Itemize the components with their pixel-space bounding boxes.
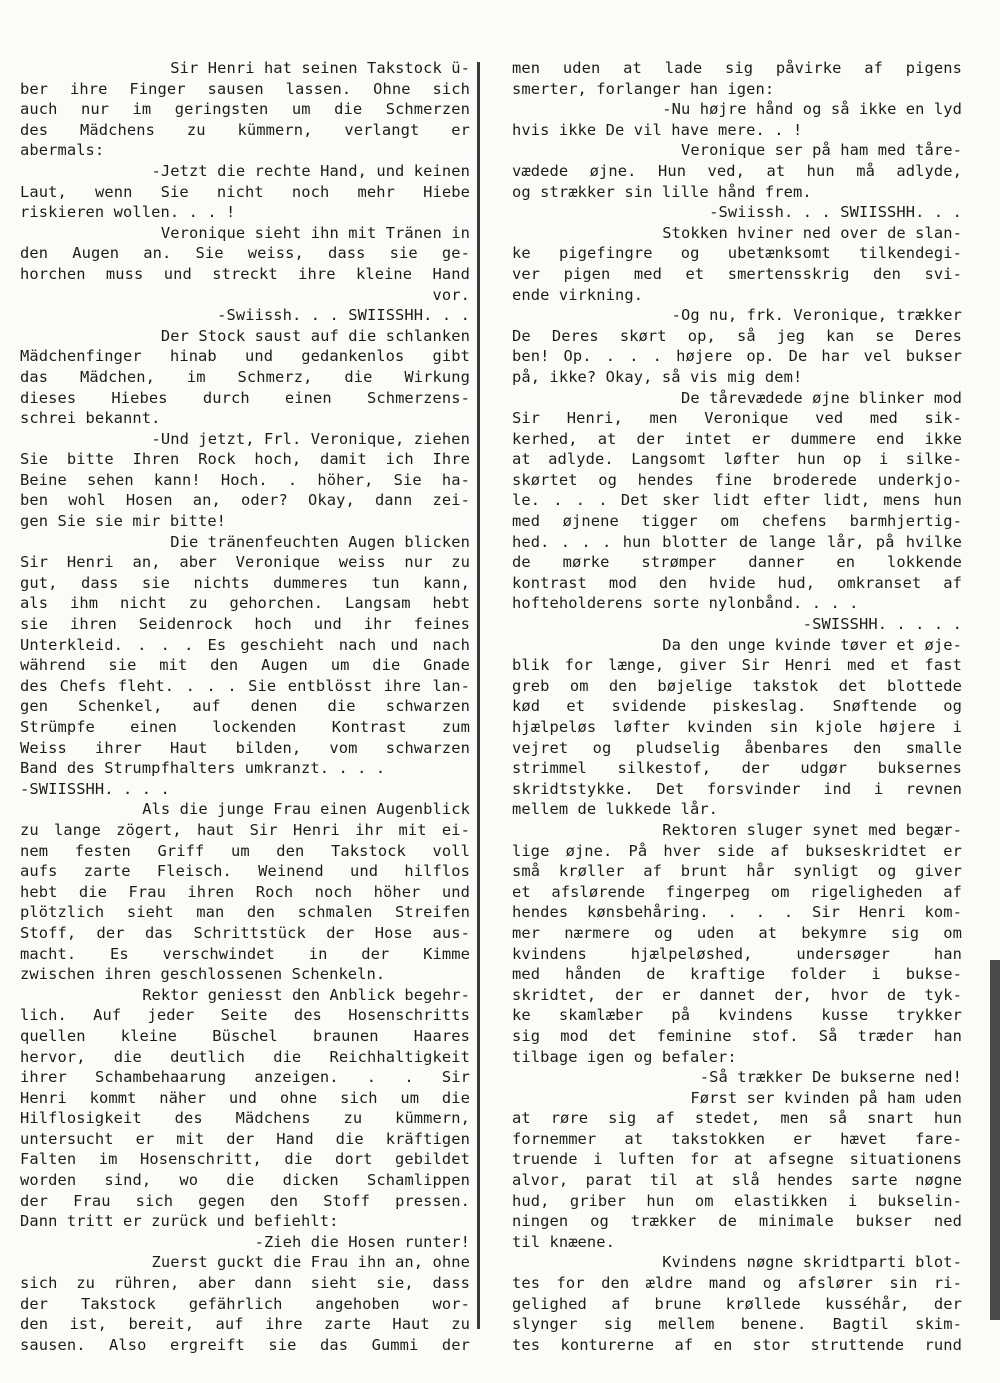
german-text-line: plötzlich sieht man den schmalen Streifen: [20, 903, 470, 922]
danish-text-line: gelighed af brune krøllede kusséhår, der: [512, 1294, 962, 1313]
german-text-line: Band des Strumpfhalters umkranzt. . . .: [20, 759, 386, 778]
danish-text-line: kerhed, at der intet er dummere end ikke: [512, 429, 962, 448]
german-text-line: Sie bitte Ihren Rock hoch, damit ich Ihre: [20, 450, 470, 469]
danish-text-line: vædede øjne. Hun ved, at hun må adlyde,: [512, 161, 962, 180]
german-text-line: Sir Henri hat seinen Takstock ü-: [170, 59, 470, 77]
german-text-line: -Jetzt die rechte Hand, und keinen: [151, 161, 470, 180]
german-text-line: sie ihren Seidenrock hoch und ihr feines: [20, 615, 470, 634]
danish-text-line: små krøller af brunt hår synligt og giver: [512, 862, 962, 881]
german-text-line: nem festen Griff um den Takstock voll: [20, 841, 470, 860]
german-text-line: des Mädchens zu kümmern, verlangt er: [20, 120, 470, 139]
german-text-line: den Augen an. Sie weiss, dass sie ge-: [20, 244, 470, 263]
german-text-line: dieses Hiebes durch einen Schmerzens-: [20, 388, 470, 407]
danish-text-line: ver pigen med et smertensskrig den svi-: [512, 264, 962, 283]
danish-text-line: Sir Henri, men Veronique ved med sik-: [512, 409, 962, 428]
danish-text-line: De tårevædede øjne blinker mod: [681, 388, 962, 407]
german-text-line: sausen. Also ergreift sie das Gummi der: [20, 1335, 470, 1354]
german-text-line: lich. Auf jeder Seite des Hosenschritts: [20, 1006, 470, 1025]
german-text-line: zwischen ihren geschlossenen Schenkeln.: [20, 965, 386, 984]
danish-text-line: skridtstykke. Det forsvinder ind i revnen: [512, 779, 962, 798]
danish-text-line: tes konturerne af en stor struttende rund: [512, 1335, 962, 1354]
german-text-line: Weiss ihrer Haut bilden, vom schwarzen: [20, 738, 470, 757]
german-text-line: Unterkleid. . . . Es geschieht nach und nach: [20, 635, 470, 654]
danish-text-line: -Så trækker De bukserne ned!: [699, 1068, 962, 1087]
german-text-line: riskieren wollen. . . !: [20, 203, 236, 222]
danish-text-line: kød et svidende piskeslag. Snøftende og: [512, 697, 962, 716]
danish-text-line: blik for længe, giver Sir Henri med et fast: [512, 656, 962, 675]
danish-text-line: tilbage igen og befaler:: [512, 1047, 737, 1066]
german-text-line: gen Schenkel, auf denen die schwarzen: [20, 697, 470, 716]
german-text-line: schrei bekannt.: [20, 409, 161, 428]
danish-text-line: vejret og pludselig åbenbares den smalle: [512, 738, 962, 757]
danish-text-line: Da den unge kvinde tøver et øje-: [662, 635, 962, 654]
danish-text-line: mellem de lukkede lår.: [512, 800, 719, 819]
german-text-line: Sir Henri an, aber Veronique weiss nur zu: [20, 553, 470, 572]
german-text-line: quellen kleine Büschel braunen Haares: [20, 1026, 470, 1045]
danish-text-line: strimmel silkestof, der udgør buksernes: [512, 759, 962, 778]
danish-text-line: Stokken hviner ned over de slan-: [662, 223, 962, 242]
german-text-line: Beine sehen kann! Hoch. . höher, Sie ha-: [20, 470, 470, 489]
german-text-line: Dann tritt er zurück und befiehlt:: [20, 1212, 339, 1231]
german-text-line: -Swiissh. . . SWIISSHH. . .: [217, 306, 470, 325]
german-text-line: untersucht er mit der Hand die kräftigen: [20, 1129, 470, 1148]
danish-text-line: at adlyde. Langsomt løfter hun op i silke-: [512, 450, 962, 469]
danish-text-line: til knæene.: [512, 1232, 616, 1251]
german-text-line: abermals:: [20, 141, 105, 160]
danish-text-line: skridtet, der er dannet der, hvor de tyk-: [512, 985, 962, 1004]
danish-text-line: Kvindens nøgne skridtparti blot-: [662, 1253, 962, 1272]
danish-text-line: le. . . . Det sker lidt efter lidt, mens hun: [512, 491, 962, 510]
german-text-line: Rektor geniesst den Anblick begehr-: [142, 985, 470, 1004]
german-text-line: ber ihre Finger sausen lassen. Ohne sich: [20, 79, 470, 98]
danish-text-line: at røre sig af stedet, men så snart hun: [512, 1109, 962, 1128]
german-text-line: während sie mit den Augen um die Gnade: [20, 656, 470, 675]
german-text-line: der Takstock gefährlich angehoben wor-: [20, 1294, 470, 1313]
danish-text-line: De Deres skørt op, så jeg kan se Deres: [512, 326, 962, 345]
danish-text-line: Rektoren sluger synet med begær-: [662, 820, 962, 839]
danish-text-line: men uden at lade sig påvirke af pigens: [512, 59, 962, 77]
danish-text-line: sig mod det feminine stof. Så træder han: [512, 1026, 962, 1045]
german-text-line: Der Stock saust auf die schlanken: [160, 326, 470, 345]
german-text-line: gut, dass sie nichts dummeres tun kann,: [20, 573, 470, 592]
danish-text-line: truende i luften for at afsegne situationens: [512, 1150, 962, 1169]
danish-text-line: ben! Op. . . . højere op. De har vel bukser: [512, 347, 962, 366]
german-text-line: gen Sie sie mir bitte!: [20, 512, 227, 531]
german-text-line: Zuerst guckt die Frau ihn an, ohne: [151, 1253, 470, 1272]
german-text-line: hebt die Frau ihren Roch noch höher und: [20, 882, 470, 901]
danish-text-line: lige øjne. På hver side af bukseskridtet er: [512, 841, 962, 860]
german-text-line: den ist, bereit, auf ihre zarte Haut zu: [20, 1315, 470, 1334]
german-text-line: sich zu rühren, aber dann sieht sie, dass: [20, 1274, 470, 1293]
german-text-line: das Mädchen, im Schmerz, die Wirkung: [20, 367, 470, 386]
german-text-line: Die tränenfeuchten Augen blicken: [170, 532, 470, 551]
danish-text-line: på, ikke? Okay, så vis mig dem!: [512, 367, 803, 386]
german-text-line: horchen muss und streckt ihre kleine Hand: [20, 264, 470, 283]
column-divider: [477, 62, 480, 1329]
german-text-line: macht. Es verschwindet in der Kimme: [20, 944, 470, 963]
danish-text-line: mer nærmere og uden at bekymre sig om: [512, 923, 962, 942]
danish-text-line: tes for den ældre mand og afslører sin ri-: [512, 1274, 962, 1293]
german-text-line: ben wohl Hosen an, oder? Okay, dann zei-: [20, 491, 470, 510]
danish-text-line: ke pigefingre og ubetænksomt tilkendegi-: [512, 244, 962, 263]
german-text-line: hervor, die deutlich die Reichhaltigkeit: [20, 1047, 470, 1066]
german-text-line: vor.: [432, 285, 470, 304]
danish-text-line: kontrast mod den hvide hud, omkranset af: [512, 573, 962, 592]
danish-text-line: Først ser kvinden på ham uden: [690, 1088, 962, 1107]
danish-text-line: hvis ikke De vil have mere. . !: [512, 120, 803, 139]
danish-text-line: -Nu højre hånd og så ikke en lyd: [662, 100, 962, 119]
german-text-line: -Zieh die Hosen runter!: [254, 1232, 470, 1251]
german-text-line: Strümpfe einen lockenden Kontrast zum: [20, 718, 470, 736]
danish-text-line: ke skamlæber på kvindens kusse trykker: [512, 1006, 962, 1025]
danish-text-line: alvor, parat til at slå hendes sarte nøgne: [512, 1171, 962, 1190]
danish-text-line: hofteholderens sorte nylonbånd. . . .: [512, 594, 859, 613]
danish-text-line: -Og nu, frk. Veronique, trækker: [671, 306, 962, 325]
danish-text-line: hendes kønsbehåring. . . . Sir Henri kom-: [512, 903, 962, 922]
danish-text-line: et afslørende fingerpeg om rigeligheden af: [512, 882, 962, 901]
danish-text-line: ende virkning.: [512, 285, 644, 304]
danish-text-line: ningen og trækker de minimale bukser ned: [512, 1212, 962, 1231]
german-text-line: Mädchenfinger hinab und gedankenlos gibt: [20, 347, 470, 366]
danish-text-line: -Swiissh. . . SWIISSHH. . .: [709, 203, 962, 222]
danish-text-line: slynger sig mellem benene. Bagtil skim-: [512, 1315, 962, 1334]
german-text-line: auch nur im geringsten um die Schmerzen: [20, 100, 470, 119]
danish-text-line: og strækker sin lille hånd frem.: [512, 182, 812, 201]
german-text-column: [20, 58, 470, 1355]
german-text-line: Henri kommt näher und ohne sich um die: [20, 1088, 470, 1107]
danish-text-line: -SWISSHH. . . . .: [802, 615, 962, 634]
german-text-line: Laut, wenn Sie nicht noch mehr Hiebe: [20, 182, 470, 201]
danish-text-line: de mørke strømper danner en lokkende: [512, 553, 962, 572]
german-text-line: Falten im Hosenschritt, die dort gebildet: [20, 1150, 470, 1169]
danish-text-column: [512, 58, 962, 1355]
danish-text-line: med øjnene tigger om chefens barmhjertig-: [512, 512, 962, 531]
german-text-line: Veronique sieht ihn mit Tränen in: [160, 223, 470, 242]
german-text-line: -Und jetzt, Frl. Veronique, ziehen: [151, 429, 470, 448]
danish-text-line: hed. . . . hun blotter de lange lår, på hvilke: [512, 532, 962, 551]
danish-text-line: fornemmer at takstokken er hævet fare-: [512, 1129, 962, 1148]
german-text-line: des Chefs fleht. . . . Sie entblösst ihre lan-: [20, 676, 470, 695]
german-text-line: Hilflosigkeit des Mädchens zu kümmern,: [20, 1109, 470, 1128]
german-text-line: als ihm nicht zu gehorchen. Langsam hebt: [20, 594, 470, 613]
german-text-line: Als die junge Frau einen Augenblick: [142, 800, 470, 819]
danish-text-line: kvindens hjælpeløshed, undersøger han: [512, 944, 962, 963]
danish-text-line: skørtet og hendes fine broderede underkjo-: [512, 470, 962, 489]
danish-text-line: med hånden de kraftige folder i bukse-: [512, 965, 962, 984]
page-edge-mark: [990, 960, 1000, 1320]
danish-text-line: Veronique ser på ham med tåre-: [681, 141, 962, 160]
german-text-line: -SWIISSHH. . . .: [20, 779, 170, 798]
german-text-line: worden sind, wo die dicken Schamlippen: [20, 1171, 470, 1190]
german-text-line: zu lange zögert, haut Sir Henri ihr mit ei-: [20, 820, 470, 839]
german-text-line: der Frau sich gegen den Stoff pressen.: [20, 1191, 470, 1210]
german-text-line: Stoff, der das Schrittstück der Hose aus-: [20, 923, 470, 942]
danish-text-line: greb om den bøjelige takstok det blottede: [512, 676, 962, 695]
danish-text-line: hud, griber hun om elastikken i bukselin-: [512, 1191, 962, 1210]
danish-text-line: smerter, forlanger han igen:: [512, 79, 775, 98]
german-text-line: aufs zarte Fleisch. Weinend und hilflos: [20, 862, 470, 881]
german-text-line: ihrer Schambehaarung anzeigen. . . Sir: [20, 1068, 470, 1087]
danish-text-line: hjælpeløs løfter kvinden sin kjole højere i: [512, 718, 962, 736]
